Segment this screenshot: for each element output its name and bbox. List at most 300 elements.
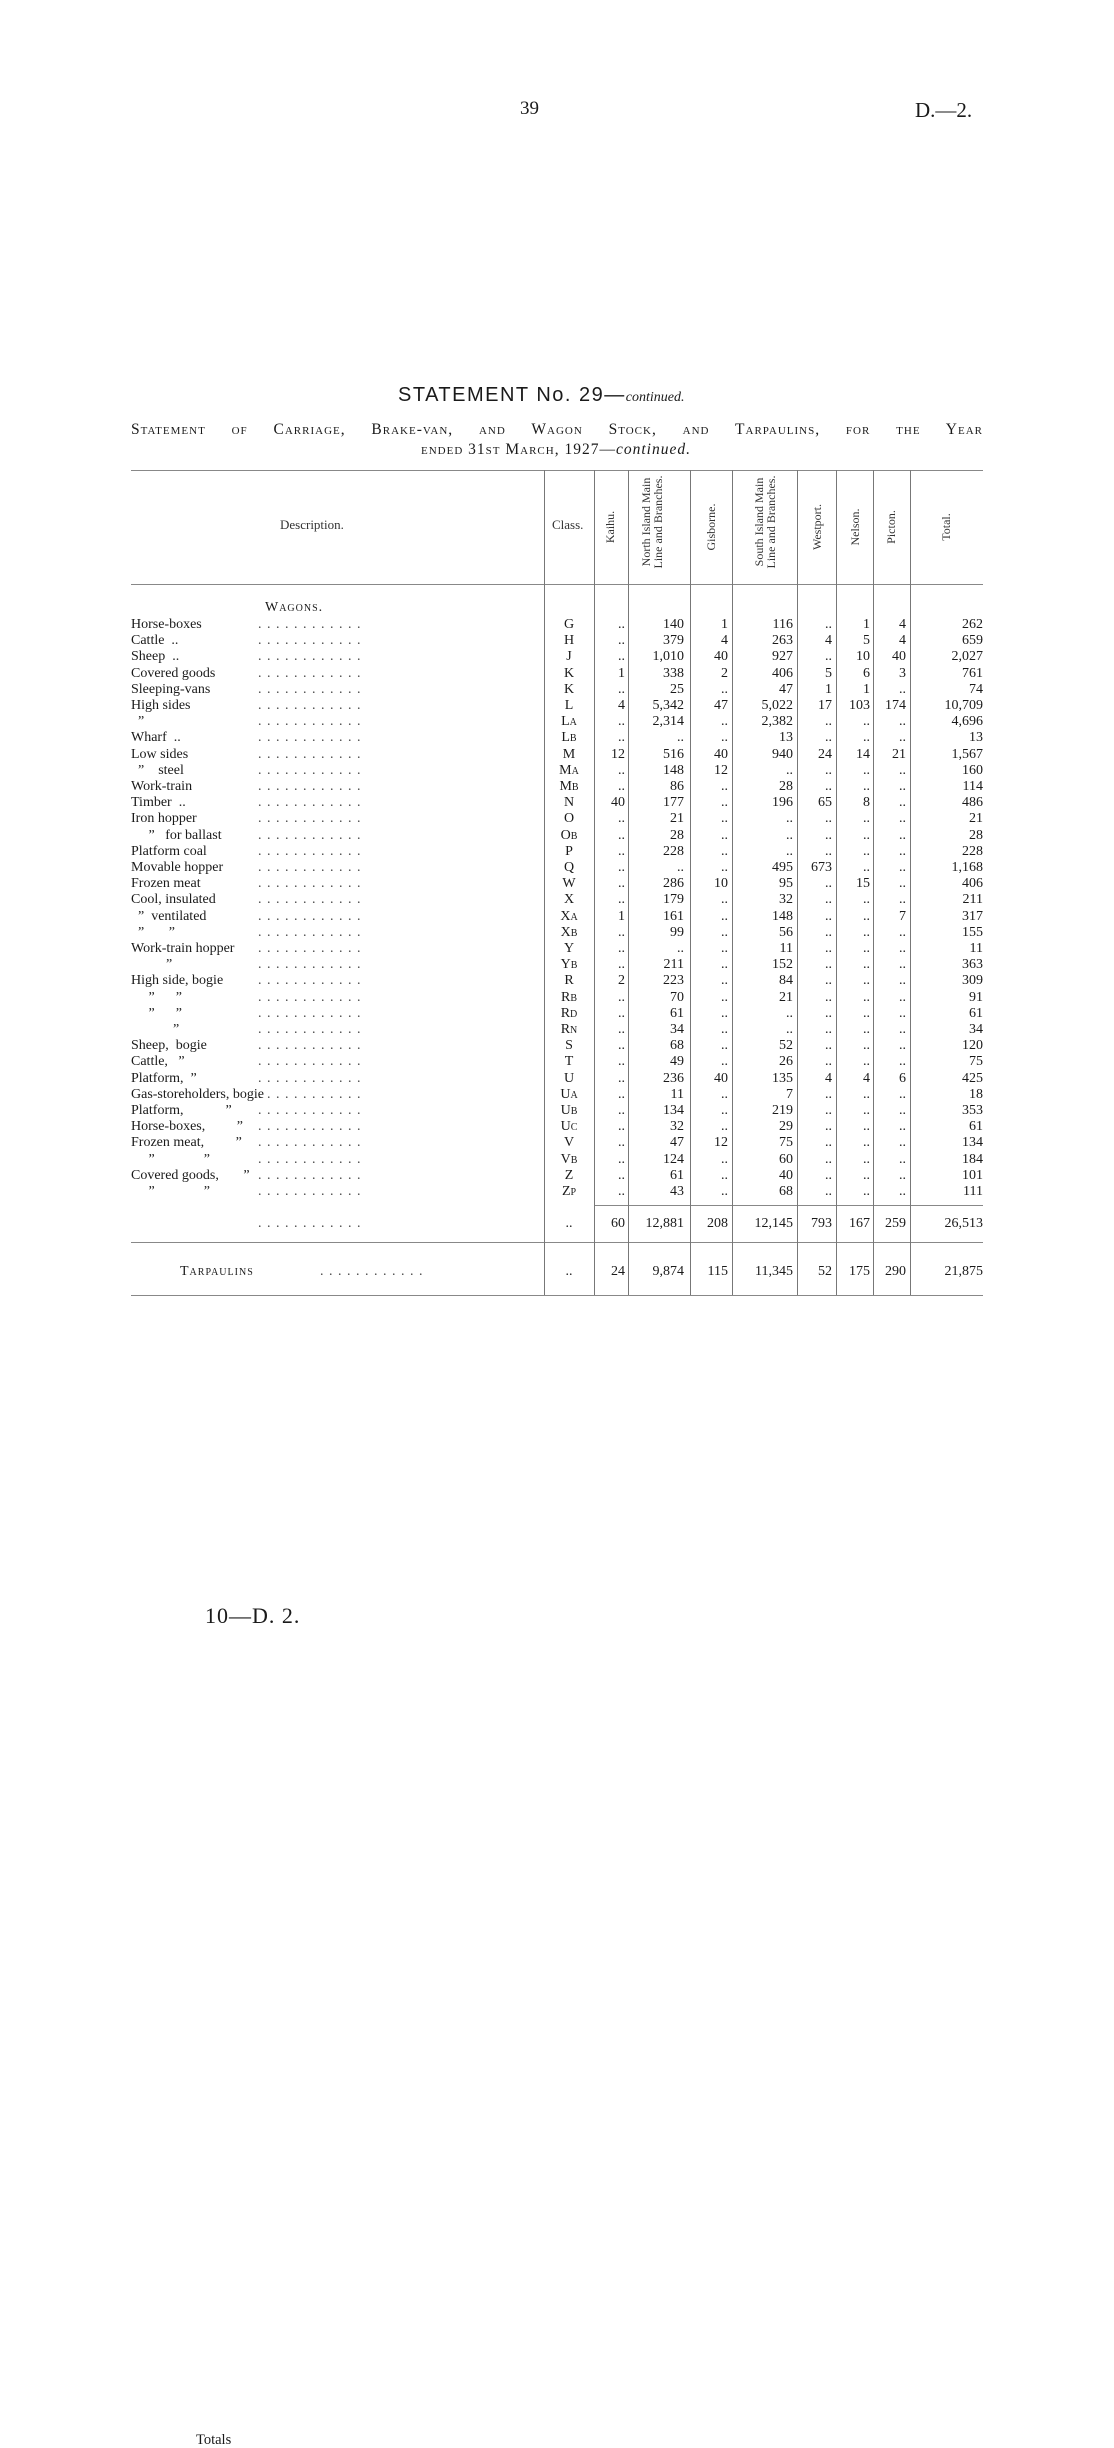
leader-dots: . . . . . . . . . . . .	[320, 1264, 424, 1279]
row-north-island: 11	[670, 1086, 684, 1102]
row-south-island: ..	[786, 1022, 793, 1037]
leader-dots: . . . . . . . . . . . .	[258, 843, 362, 859]
row-description: Frozen meat, ”	[131, 1135, 242, 1151]
row-nelson: ..	[863, 1086, 870, 1102]
row-south-island: 2,382	[761, 714, 793, 730]
row-kaihu: ..	[618, 924, 625, 940]
row-picton: 40	[892, 649, 906, 665]
row-north-island: 2,314	[652, 714, 684, 730]
row-westport: ..	[825, 1086, 832, 1102]
row-description: Timber ..	[131, 795, 186, 811]
row-westport: ..	[825, 1038, 832, 1054]
row-kaihu: ..	[618, 1005, 625, 1021]
leader-dots: . . . . . . . . . . . .	[258, 1184, 362, 1199]
row-picton: ..	[899, 1135, 906, 1151]
row-gisborne: 40	[714, 649, 728, 665]
table-row	[0, 1087, 1114, 1103]
row-kaihu: 40	[611, 795, 625, 811]
row-nelson: ..	[863, 860, 870, 875]
row-south-island: 495	[772, 860, 793, 875]
row-description: Covered goods	[131, 665, 216, 681]
row-total: 184	[962, 1151, 983, 1167]
row-total: 13	[969, 730, 983, 746]
section-label-wagons: Wagons.	[265, 600, 324, 615]
row-class: Ob	[560, 827, 578, 843]
row-class: Vb	[560, 1151, 578, 1167]
row-nelson: 6	[863, 665, 870, 681]
row-westport: ..	[825, 779, 832, 794]
row-class: W	[562, 876, 576, 892]
table-row	[0, 649, 1114, 665]
leader-dots: . . . . . . . . . . . .	[258, 860, 362, 875]
row-class: Xa	[560, 908, 578, 924]
row-nelson: ..	[863, 1184, 870, 1199]
row-picton: ..	[899, 1119, 906, 1135]
row-picton: ..	[899, 827, 906, 843]
row-kaihu: ..	[618, 1054, 625, 1070]
row-total: 120	[962, 1038, 983, 1054]
row-gisborne: ..	[721, 1119, 728, 1135]
row-picton: ..	[899, 779, 906, 794]
row-total: 28	[969, 827, 983, 843]
row-north-island: 236	[663, 1070, 684, 1086]
header-description: Description.	[280, 517, 344, 532]
table-row	[0, 892, 1114, 908]
header-south-island	[753, 472, 777, 572]
row-description: ” ”	[131, 989, 182, 1005]
leader-dots: . . . . . . . . . . . .	[258, 1054, 362, 1070]
row-class: Lb	[561, 730, 577, 746]
leader-dots: . . . . . . . . . . . .	[258, 779, 362, 794]
row-kaihu: 12	[611, 746, 625, 762]
row-westport: ..	[825, 973, 832, 989]
row-nelson: 10	[856, 649, 870, 665]
table-row	[0, 617, 1114, 633]
row-north-island: ..	[677, 941, 684, 956]
row-north-island: 5,342	[652, 698, 684, 713]
row-gisborne: ..	[721, 892, 728, 908]
leader-dots: . . . . . . . . . . . .	[258, 1038, 362, 1054]
row-class: Zp	[561, 1184, 577, 1199]
leader-dots: . . . . . . . . . . . .	[258, 1216, 362, 1231]
leader-dots: . . . . . . . . . . . .	[258, 1135, 362, 1151]
header-south-island-label: South Island Main Line and Branches.	[752, 475, 778, 569]
tarpaulins-label: Tarpaulins	[180, 1264, 254, 1279]
row-class: Ua	[560, 1086, 578, 1102]
row-gisborne: 40	[714, 746, 728, 762]
row-westport: 4	[825, 633, 832, 649]
row-south-island: 11	[779, 941, 793, 956]
tarpaulins-south-island: 11,345	[755, 1264, 793, 1279]
row-south-island: ..	[786, 843, 793, 859]
row-picton: ..	[899, 989, 906, 1005]
row-westport: 1	[825, 681, 832, 697]
leader-dots: . . . . . . . . . . . .	[258, 762, 362, 778]
document-reference: D.—2.	[915, 98, 973, 122]
row-picton: ..	[899, 1103, 906, 1118]
row-south-island: 148	[772, 908, 793, 924]
row-description: ” ventilated	[131, 908, 207, 924]
tarpaulins-nelson: 175	[849, 1264, 870, 1279]
header-north-island-label: North Island Main Line and Branches.	[639, 475, 665, 569]
row-north-island: 177	[663, 795, 684, 811]
row-westport: ..	[825, 617, 832, 632]
row-north-island: ..	[677, 860, 684, 875]
row-kaihu: ..	[618, 649, 625, 665]
row-nelson: ..	[863, 924, 870, 940]
table-row	[0, 941, 1114, 957]
row-class: La	[561, 714, 577, 730]
table-row	[0, 828, 1114, 844]
table-row	[0, 747, 1114, 763]
row-class: Q	[563, 860, 575, 875]
row-westport: ..	[825, 1054, 832, 1070]
row-south-island: 116	[772, 617, 793, 632]
row-picton: ..	[899, 843, 906, 859]
row-westport: 24	[818, 746, 832, 762]
leader-dots: . . . . . . . . . . . .	[258, 649, 362, 665]
table-row	[0, 990, 1114, 1006]
row-description: Horse-boxes	[131, 617, 202, 632]
row-class: O	[563, 811, 575, 827]
row-total: 317	[962, 908, 983, 924]
row-kaihu: ..	[618, 941, 625, 956]
row-north-island: 286	[663, 876, 684, 892]
row-kaihu: 2	[618, 973, 625, 989]
leader-dots: . . . . . . . . . . . .	[258, 617, 362, 632]
tarpaulins-picton: 290	[885, 1264, 906, 1279]
row-description: ”	[131, 957, 173, 973]
leader-dots: . . . . . . . . . . . .	[258, 1005, 362, 1021]
row-gisborne: ..	[721, 1086, 728, 1102]
table-row	[0, 666, 1114, 682]
row-gisborne: ..	[721, 811, 728, 827]
row-north-island: 124	[663, 1151, 684, 1167]
row-kaihu: ..	[618, 876, 625, 892]
row-gisborne: 4	[721, 633, 728, 649]
row-total: 486	[962, 795, 983, 811]
row-nelson: ..	[863, 1151, 870, 1167]
row-north-island: 148	[663, 762, 684, 778]
row-kaihu: ..	[618, 1119, 625, 1135]
row-picton: ..	[899, 811, 906, 827]
row-north-island: 379	[663, 633, 684, 649]
row-total: 18	[969, 1086, 983, 1102]
row-south-island: 940	[772, 746, 793, 762]
tarpaulins-class: ..	[565, 1264, 573, 1279]
row-class: R	[564, 973, 574, 989]
totals-total: 26,513	[944, 1216, 983, 1231]
row-total: 262	[962, 617, 983, 632]
row-picton: ..	[899, 1054, 906, 1070]
row-south-island: 26	[779, 1054, 793, 1070]
row-nelson: 15	[856, 876, 870, 892]
row-north-island: 68	[670, 1038, 684, 1054]
table-subtitle-line-1: Statement of Carriage, Brake-van, and Wagon Stock, and Tarpaulins, for the Year	[131, 421, 983, 438]
row-kaihu: ..	[618, 860, 625, 875]
row-total: 11	[969, 941, 983, 956]
row-westport: 17	[818, 698, 832, 713]
row-gisborne: ..	[721, 860, 728, 875]
row-south-island: 7	[786, 1086, 793, 1102]
row-south-island: ..	[786, 827, 793, 843]
leader-dots: . . . . . . . . . . . .	[258, 924, 362, 940]
row-south-island: 28	[779, 779, 793, 794]
page-number: 39	[520, 98, 539, 119]
row-description: Sheep, bogie	[131, 1038, 207, 1054]
row-kaihu: ..	[618, 892, 625, 908]
row-westport: 65	[818, 795, 832, 811]
row-north-island: 47	[670, 1135, 684, 1151]
leader-dots: . . . . . . . . . . . .	[258, 1119, 362, 1135]
row-class: K	[563, 665, 575, 681]
table-row	[0, 1054, 1114, 1070]
tarpaulins-kaihu: 24	[611, 1264, 625, 1279]
row-description: High sides	[131, 698, 191, 713]
leader-dots: . . . . . . . . . . . .	[258, 665, 362, 681]
row-picton: 6	[899, 1070, 906, 1086]
leader-dots: . . . . . . . . . . . .	[258, 989, 362, 1005]
table-row	[0, 633, 1114, 649]
tarpaulins-total: 21,875	[944, 1264, 983, 1279]
row-south-island: 32	[779, 892, 793, 908]
row-nelson: ..	[863, 779, 870, 794]
tarpaulins-westport: 52	[818, 1264, 832, 1279]
row-total: 228	[962, 843, 983, 859]
row-class: Ma	[559, 762, 579, 778]
leader-dots: . . . . . . . . . . . .	[258, 1022, 362, 1037]
row-total: 75	[969, 1054, 983, 1070]
header-class: Class.	[552, 517, 584, 532]
row-picton: ..	[899, 762, 906, 778]
totals-label: Totals	[196, 2432, 232, 2448]
row-total: 363	[962, 957, 983, 973]
row-description: Gas-storeholders, bogie	[131, 1086, 264, 1102]
row-north-island: 516	[663, 746, 684, 762]
totals-kaihu: 60	[611, 1216, 625, 1231]
row-class: N	[563, 795, 575, 811]
row-total: 74	[969, 681, 983, 697]
row-kaihu: ..	[618, 1184, 625, 1199]
row-westport: ..	[825, 1184, 832, 1199]
row-kaihu: ..	[618, 989, 625, 1005]
row-total: 425	[962, 1070, 983, 1086]
totals-top-rule	[595, 1205, 983, 1206]
row-nelson: 4	[863, 1070, 870, 1086]
row-class: Xb	[560, 924, 578, 940]
row-south-island: 21	[779, 989, 793, 1005]
row-class: P	[565, 843, 573, 859]
row-class: Y	[563, 941, 575, 956]
table-row	[0, 860, 1114, 876]
row-nelson: 14	[856, 746, 870, 762]
row-kaihu: ..	[618, 779, 625, 794]
table-row	[0, 1071, 1114, 1087]
row-gisborne: ..	[721, 908, 728, 924]
table-row	[0, 1184, 1114, 1200]
row-westport: ..	[825, 1119, 832, 1135]
row-description: High side, bogie	[131, 973, 224, 989]
row-picton: ..	[899, 1005, 906, 1021]
table-row	[0, 811, 1114, 827]
row-class: Ub	[560, 1103, 578, 1118]
row-kaihu: ..	[618, 714, 625, 730]
row-south-island: 263	[772, 633, 793, 649]
row-description: ” ”	[131, 1151, 210, 1167]
row-south-island: 135	[772, 1070, 793, 1086]
row-gisborne: ..	[721, 1005, 728, 1021]
leader-dots: . . . . . . . . . . . .	[258, 1151, 362, 1167]
row-description: Wharf ..	[131, 730, 181, 746]
table-row	[0, 957, 1114, 973]
row-gisborne: 12	[714, 1135, 728, 1151]
row-total: 761	[962, 665, 983, 681]
row-north-island: 338	[663, 665, 684, 681]
row-westport: ..	[825, 924, 832, 940]
row-westport: ..	[825, 811, 832, 827]
row-picton: ..	[899, 681, 906, 697]
row-nelson: ..	[863, 957, 870, 973]
row-nelson: 103	[849, 698, 870, 713]
row-nelson: ..	[863, 941, 870, 956]
header-picton: Picton.	[884, 510, 898, 544]
row-nelson: ..	[863, 892, 870, 908]
tarpaulins-gisborne: 115	[707, 1264, 728, 1279]
row-total: 101	[962, 1167, 983, 1183]
leader-dots: . . . . . . . . . . . .	[258, 1103, 362, 1118]
row-picton: ..	[899, 795, 906, 811]
row-north-island: 61	[670, 1005, 684, 1021]
leader-dots: . . . . . . . . . . . .	[258, 698, 362, 713]
row-total: 61	[969, 1119, 983, 1135]
row-class: M	[562, 746, 576, 762]
row-total: 4,696	[951, 714, 983, 730]
row-south-island: 84	[779, 973, 793, 989]
totals-class: ..	[565, 1216, 573, 1231]
row-kaihu: ..	[618, 762, 625, 778]
header-bottom-rule	[131, 584, 983, 585]
row-description: ”	[131, 714, 145, 730]
leader-dots: . . . . . . . . . . . .	[258, 633, 362, 649]
row-nelson: ..	[863, 827, 870, 843]
header-nelson: Nelson.	[848, 508, 862, 546]
totals-gisborne: 208	[707, 1216, 728, 1231]
row-nelson: ..	[863, 1005, 870, 1021]
row-description: Covered goods, ”	[131, 1167, 250, 1183]
row-picton: ..	[899, 1167, 906, 1183]
row-description: ” steel	[131, 762, 184, 778]
row-south-island: 152	[772, 957, 793, 973]
header-total: Total.	[939, 513, 953, 541]
row-westport: ..	[825, 730, 832, 746]
row-westport: ..	[825, 1167, 832, 1183]
leader-dots: . . . . . . . . . . . .	[258, 1070, 362, 1086]
row-class: X	[563, 892, 575, 908]
row-description: Low sides	[131, 746, 189, 762]
row-westport: ..	[825, 1103, 832, 1118]
row-nelson: ..	[863, 1054, 870, 1070]
row-gisborne: ..	[721, 827, 728, 843]
row-westport: ..	[825, 941, 832, 956]
leader-dots: . . . . . . . . . . . .	[258, 973, 362, 989]
row-north-island: ..	[677, 730, 684, 746]
row-kaihu: ..	[618, 1151, 625, 1167]
table-row	[0, 1022, 1114, 1038]
row-gisborne: ..	[721, 1167, 728, 1183]
row-picton: 174	[885, 698, 906, 713]
row-class: Rd	[560, 1005, 578, 1021]
row-picton: 7	[899, 908, 906, 924]
table-row	[0, 1135, 1114, 1151]
row-class: Yb	[560, 957, 578, 973]
row-kaihu: ..	[618, 1070, 625, 1086]
row-total: 21	[969, 811, 983, 827]
row-picton: ..	[899, 1151, 906, 1167]
row-class: G	[563, 617, 575, 632]
row-nelson: ..	[863, 989, 870, 1005]
row-nelson: ..	[863, 811, 870, 827]
row-south-island: ..	[786, 811, 793, 827]
row-total: 134	[962, 1135, 983, 1151]
row-gisborne: 47	[714, 698, 728, 713]
row-picton: 4	[899, 633, 906, 649]
row-gisborne: ..	[721, 1103, 728, 1118]
row-class: L	[564, 698, 574, 713]
statement-heading	[398, 384, 684, 407]
row-north-island: 86	[670, 779, 684, 794]
row-description: Platform, ”	[131, 1070, 197, 1086]
row-description: Cool, insulated	[131, 892, 216, 908]
row-picton: ..	[899, 924, 906, 940]
leader-dots: . . . . . . . . . . . .	[258, 1086, 362, 1102]
row-gisborne: ..	[721, 779, 728, 794]
table-top-rule	[131, 470, 983, 471]
row-picton: ..	[899, 973, 906, 989]
row-south-island: 406	[772, 665, 793, 681]
row-north-island: 134	[663, 1103, 684, 1118]
leader-dots: . . . . . . . . . . . .	[258, 1167, 362, 1183]
row-nelson: 5	[863, 633, 870, 649]
row-south-island: 219	[772, 1103, 793, 1118]
row-description: Cattle, ”	[131, 1054, 185, 1070]
row-description: Platform, ”	[131, 1103, 232, 1118]
row-class: H	[563, 633, 575, 649]
row-south-island: ..	[786, 762, 793, 778]
row-total: 155	[962, 924, 983, 940]
row-nelson: ..	[863, 730, 870, 746]
row-south-island: 927	[772, 649, 793, 665]
table-row	[0, 973, 1114, 989]
leader-dots: . . . . . . . . . . . .	[258, 957, 362, 973]
header-north-island	[640, 472, 664, 572]
row-gisborne: ..	[721, 1151, 728, 1167]
totals-north-island: 12,881	[645, 1216, 684, 1231]
statement-heading-main: STATEMENT No. 29—	[398, 384, 626, 406]
row-description: Horse-boxes, ”	[131, 1119, 243, 1135]
row-gisborne: ..	[721, 941, 728, 956]
row-kaihu: ..	[618, 1167, 625, 1183]
leader-dots: . . . . . . . . . . . .	[258, 827, 362, 843]
row-total: 211	[962, 892, 983, 908]
subtitle-line-2-italic: continued.	[615, 441, 691, 458]
totals-westport: 793	[811, 1216, 832, 1231]
row-south-island: 47	[779, 681, 793, 697]
row-total: 309	[962, 973, 983, 989]
table-row	[0, 909, 1114, 925]
row-picton: ..	[899, 892, 906, 908]
row-total: 353	[962, 1103, 983, 1118]
row-class: T	[564, 1054, 574, 1070]
